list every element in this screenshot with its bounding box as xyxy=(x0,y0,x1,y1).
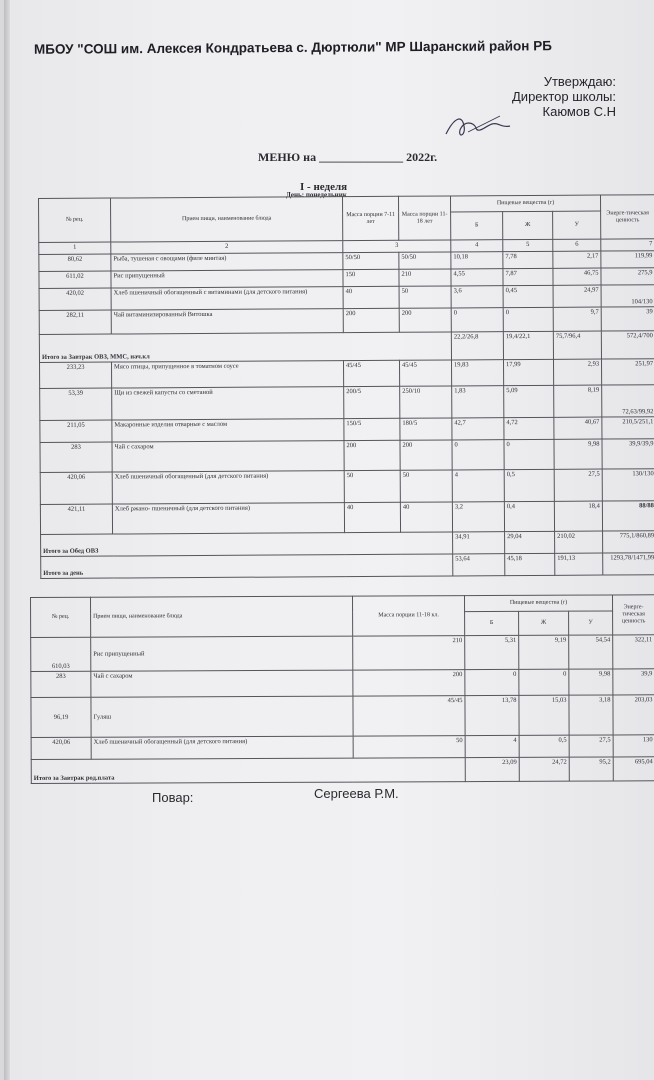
energy: 203,03 xyxy=(613,695,654,735)
total-day-row xyxy=(41,553,654,579)
carbs: 2,17 xyxy=(553,251,601,268)
header-nutrients: Пищевые вещества (г) xyxy=(450,195,600,212)
header-recipe: № рец. xyxy=(31,597,91,637)
header-mass-11-18: Масса порции 11-18 лет xyxy=(398,196,450,240)
mass-7-11: 50 xyxy=(344,470,400,502)
protein: 4 xyxy=(465,735,519,757)
header-protein: Б xyxy=(465,611,519,635)
carbs: 40,67 xyxy=(554,417,602,439)
recipe-number: 420,06 xyxy=(40,472,112,504)
fat: 9,19 xyxy=(519,635,569,669)
table-row xyxy=(40,439,654,473)
mass-7-11: 150 xyxy=(343,269,399,286)
protein: 22,2/26,8 xyxy=(451,332,503,360)
protein: 4 xyxy=(452,470,504,502)
energy: 104/130 xyxy=(601,285,654,307)
carbs: 46,75 xyxy=(553,268,601,285)
total-label: Итого за Обед ОВЗ xyxy=(41,532,453,557)
week-label: I - неделя xyxy=(300,181,348,193)
fat: 17,99 xyxy=(503,359,553,385)
energy: 210,5/251,1 xyxy=(602,417,654,439)
column-number: 1 xyxy=(39,242,111,254)
dish-name: Чай с сахаром xyxy=(112,441,344,472)
carbs: 8,19 xyxy=(554,385,602,417)
carbs: 27,5 xyxy=(554,469,602,501)
carbs: 2,93 xyxy=(553,359,601,385)
protein: 3,2 xyxy=(452,502,504,532)
page-edge-shadow xyxy=(4,0,10,1080)
fat: 7,78 xyxy=(503,251,553,268)
total-label: Итого за Завтрак ОВЗ, ММС, нач.кл xyxy=(39,332,451,363)
dish-name: Рис припущенный xyxy=(91,636,353,671)
fat: 0,4 xyxy=(504,501,554,531)
column-number: 7 xyxy=(601,239,654,251)
mass-11-18: 210 xyxy=(399,269,451,286)
carbs: 9,98 xyxy=(554,439,602,469)
header-recipe: № рец. xyxy=(39,198,111,242)
fat: 15,03 xyxy=(519,695,569,735)
dish-name: Хлеб пшеничный обогащенный с витаминами (для детского питания) xyxy=(111,287,343,310)
energy: 119,99 xyxy=(601,251,654,268)
fat: 0,45 xyxy=(503,285,553,307)
carbs: 95,2 xyxy=(569,757,613,781)
dish-name: Хлеб пшеничный обогащенный (для детского питания) xyxy=(91,736,353,759)
recipe-number: 96,19 xyxy=(31,697,91,737)
mass-11-18: 50 xyxy=(399,286,451,308)
approve-label: Утверждаю: xyxy=(543,74,616,89)
table-row xyxy=(40,359,654,389)
menu-title: МЕНЮ на ______________ 2022г. xyxy=(258,150,438,164)
header-protein: Б xyxy=(451,212,503,240)
energy: 275,9 xyxy=(601,268,654,285)
column-number: 4 xyxy=(451,240,503,252)
energy: 39,9 xyxy=(613,669,654,695)
mass-11-18: 250/10 xyxy=(400,386,452,418)
dish-name: Чай витаминизированный Витошка xyxy=(111,309,343,334)
carbs: 9,98 xyxy=(569,669,613,695)
mass-7-11: 50/50 xyxy=(343,252,399,269)
protein: 1,83 xyxy=(452,386,504,418)
fat: 0,5 xyxy=(504,469,554,501)
total-label: Итого за день xyxy=(41,554,453,579)
mass-7-11: 40 xyxy=(344,502,400,532)
fat: 7,87 xyxy=(503,268,553,285)
mass-7-11: 200 xyxy=(344,440,400,470)
cook-name: Сергеева Р.М. xyxy=(314,786,399,801)
protein: 13,78 xyxy=(465,695,519,735)
energy: 251,97 xyxy=(602,359,654,385)
energy: 39 xyxy=(601,307,654,331)
fat: 0 xyxy=(519,669,569,695)
protein: 53,64 xyxy=(453,554,505,576)
energy: 695,04 xyxy=(613,757,654,781)
recipe-number: 233,23 xyxy=(40,362,112,388)
recipe-number: 53,39 xyxy=(40,388,112,420)
header-carbs: У xyxy=(569,611,613,635)
recipe-number: 283 xyxy=(40,442,112,472)
mass-7-11: 200 xyxy=(343,308,399,332)
carbs: 54,54 xyxy=(569,635,613,669)
day-label: День: понедельник xyxy=(286,191,347,199)
header-dish: Прием пищи, наименование блюда xyxy=(91,596,353,637)
total-breakfast-row xyxy=(39,331,654,363)
table-row xyxy=(31,735,654,760)
mass-11-18: 40 xyxy=(400,502,452,532)
fat: 5,09 xyxy=(504,385,554,417)
approval-block xyxy=(512,74,616,119)
energy: 130 xyxy=(613,735,654,757)
mass-11-18: 50/50 xyxy=(399,252,451,269)
energy: 322,11 xyxy=(613,635,654,669)
energy: 775,1/860,89 xyxy=(603,531,654,553)
protein: 0 xyxy=(451,308,503,332)
fat: 24,72 xyxy=(519,757,569,781)
table-row xyxy=(40,501,654,535)
recipe-number: 282,11 xyxy=(39,310,111,334)
dish-name: Хлеб пшеничный обогащенный (для детского питания) xyxy=(112,471,344,504)
dish-name: Мясо птицы, припущенное в томатном соусе xyxy=(112,361,344,388)
protein: 4,55 xyxy=(451,269,503,286)
carbs: 9,7 xyxy=(553,307,601,331)
energy: 1293,78/1471,99 xyxy=(603,553,654,575)
table-row xyxy=(31,695,654,738)
header-nutrients: Пищевые вещества (г) xyxy=(464,595,612,612)
table-row xyxy=(40,469,654,505)
approve-position: Директор школы: xyxy=(512,89,616,104)
dish-name: Чай с сахаром xyxy=(91,670,353,697)
mass: 200 xyxy=(353,670,465,696)
energy: 130/130 xyxy=(602,469,654,501)
header-dish: Прием пищи, наименование блюда xyxy=(111,197,343,242)
table-row xyxy=(40,385,654,421)
recipe-number: 283 xyxy=(31,671,91,697)
mass: 50 xyxy=(353,736,465,758)
header-carbs: У xyxy=(553,211,601,239)
mass-7-11: 40 xyxy=(343,286,399,308)
menu-table-main xyxy=(38,194,654,579)
fat: 19,4/22,1 xyxy=(503,331,553,359)
approve-name: Каюмов С.Н xyxy=(542,104,616,119)
recipe-number: 420,02 xyxy=(39,288,111,310)
mass-7-11: 200/5 xyxy=(344,386,400,418)
protein: 0 xyxy=(465,669,519,695)
total-paid-breakfast-row xyxy=(31,757,654,784)
dish-name: Щи из свежей капусты со сметаной xyxy=(112,387,344,420)
mass-7-11: 45/45 xyxy=(343,360,399,386)
protein: 3,6 xyxy=(451,286,503,308)
mass: 45/45 xyxy=(353,696,465,736)
mass-11-18: 180/5 xyxy=(400,418,452,440)
table-row xyxy=(31,635,654,672)
mass-11-18: 45/45 xyxy=(399,360,451,386)
mass-11-18: 200 xyxy=(399,308,451,332)
mass: 210 xyxy=(353,636,465,670)
dish-name: Гуляш xyxy=(91,696,353,737)
fat: 4,72 xyxy=(504,417,554,439)
recipe-number: 80,62 xyxy=(39,254,111,271)
carbs: 3,18 xyxy=(569,695,613,735)
fat: 0,5 xyxy=(519,735,569,757)
dish-name: Макаронные изделия отварные с маслом xyxy=(112,419,344,442)
carbs: 18,4 xyxy=(554,501,602,531)
protein: 0 xyxy=(452,440,504,470)
mass-11-18: 200 xyxy=(400,440,452,470)
carbs: 75,7/96,4 xyxy=(553,331,601,359)
fat: 29,04 xyxy=(505,531,555,553)
dish-name: Рыба, тушеная с овощами (филе минтая) xyxy=(111,253,343,271)
header-energy: Энерге-тическая ценность xyxy=(601,195,654,239)
protein: 34,91 xyxy=(453,532,505,554)
protein: 5,31 xyxy=(465,635,519,669)
header-energy: Энерге-тическая ценность xyxy=(613,595,654,635)
energy: 72,63/99,92 xyxy=(602,385,654,417)
school-name: МБОУ "СОШ им. Алексея Кондратьева с. Дюртюли" МР Шаранский район РБ xyxy=(33,38,552,57)
carbs: 191,13 xyxy=(555,553,603,575)
recipe-number: 611,02 xyxy=(39,271,111,288)
protein: 42,7 xyxy=(452,418,504,440)
carbs: 24,97 xyxy=(553,285,601,307)
recipe-number: 421,11 xyxy=(40,504,112,534)
mass-7-11: 150/5 xyxy=(344,418,400,440)
recipe-number: 610,03 xyxy=(31,637,91,671)
header-mass: Масса порции 11-18 кл. xyxy=(352,596,464,636)
energy: 39,9/39,9 xyxy=(602,439,654,469)
recipe-number: 420,06 xyxy=(31,737,91,759)
column-number: 6 xyxy=(553,239,601,251)
header-fat: Ж xyxy=(519,611,569,635)
fat: 45,18 xyxy=(505,553,555,575)
header-fat: Ж xyxy=(503,211,553,239)
energy: 572,4/700 xyxy=(601,331,654,359)
protein: 23,09 xyxy=(465,757,519,781)
protein: 10,18 xyxy=(451,252,503,269)
fat: 0 xyxy=(504,439,554,469)
carbs: 210,02 xyxy=(555,531,603,553)
recipe-number: 211,05 xyxy=(40,420,112,442)
director-signature xyxy=(440,108,520,144)
header-mass-7-11: Масса порции 7-11 лет xyxy=(342,196,398,240)
column-number: 5 xyxy=(503,239,553,251)
column-number: 2 xyxy=(111,241,343,254)
column-number: 3 xyxy=(343,240,451,253)
mass-11-18: 50 xyxy=(400,470,452,502)
dish-name: Хлеб ржано- пшеничный (для детского питания) xyxy=(112,503,344,534)
energy: 88/88 xyxy=(602,501,654,531)
dish-name: Рис припущенный xyxy=(111,270,343,288)
carbs: 27,5 xyxy=(569,735,613,757)
fat: 0 xyxy=(503,307,553,331)
total-label: Итого за Завтрак род.плата xyxy=(31,758,465,784)
table-row xyxy=(31,669,654,698)
menu-table-paid-breakfast xyxy=(30,594,654,784)
cook-label: Повар: xyxy=(152,790,194,805)
protein: 19,83 xyxy=(451,360,503,386)
